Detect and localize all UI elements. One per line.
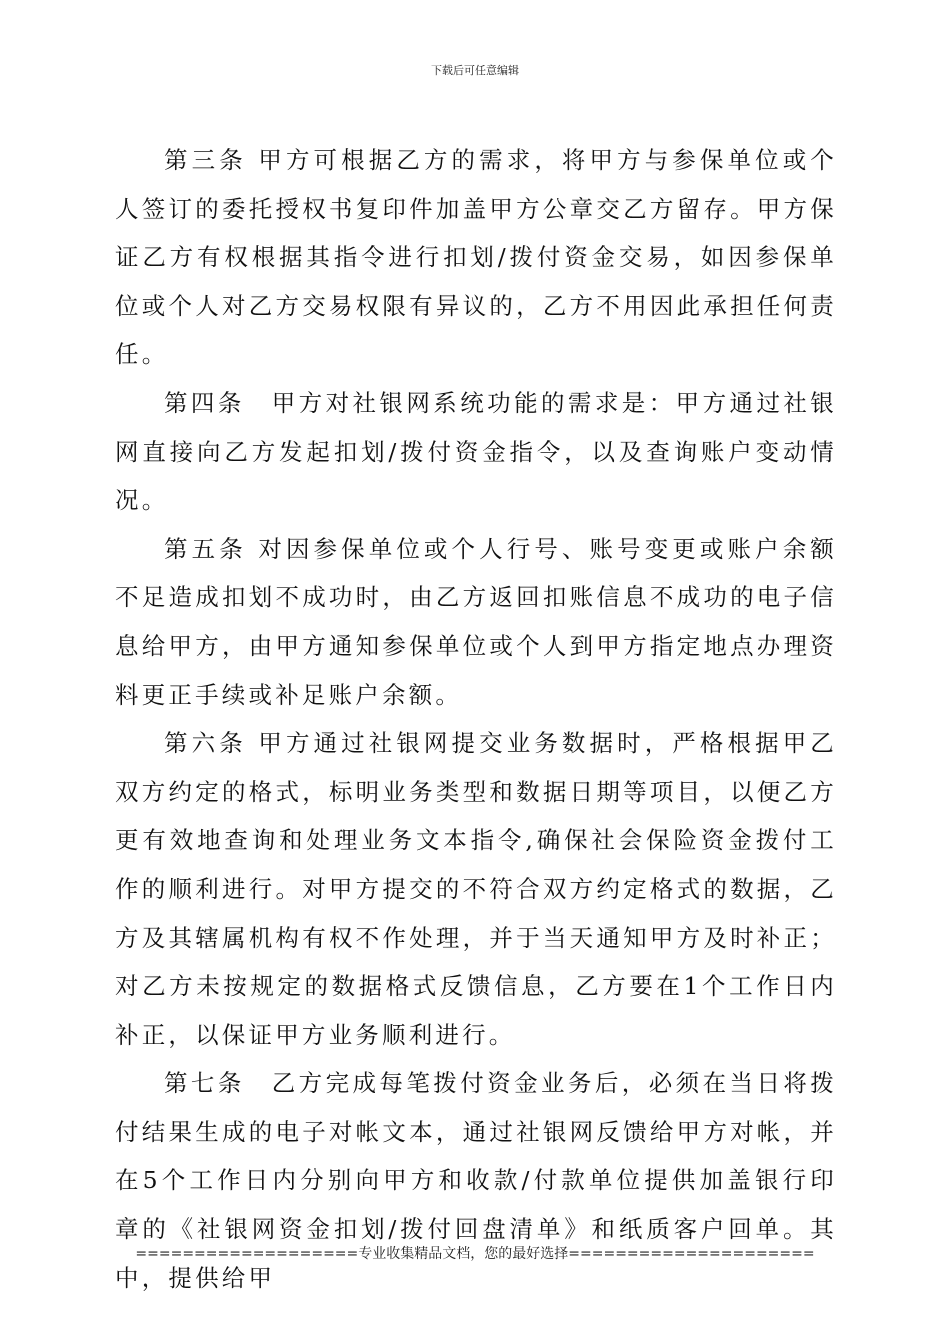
article-3-paragraph: 第三条 甲方可根据乙方的需求，将甲方与参保单位或个人签订的委托授权书复印件加盖甲方公章交乙方留存。甲方保证乙方有权根据其指令进行扣划/拨付资金交易，如因参保单位或个人对乙方交易权限有异议的，乙方不用因此承担任何责任。 — [115, 146, 837, 369]
page-header: 下载后可任意编辑 — [431, 64, 519, 77]
article-7-paragraph: 第七条 乙方完成每笔拨付资金业务后，必须在当日将拨付结果生成的电子对帐文本，通过社银网反馈给甲方对帐，并在5个工作日内分别向甲方和收款/付款单位提供加盖银行印章的《社银网资金扣划/拨付回盘清单》和纸质客户回单。其中，提供给甲 — [115, 1069, 837, 1292]
page-footer: ===================专业收集精品文档，您的最好选择===================== — [135, 1246, 815, 1262]
article-4-paragraph: 第四条 甲方对社银网系统功能的需求是：甲方通过社银网直接向乙方发起扣划/拨付资金指令，以及查询账户变动情况。 — [115, 388, 837, 515]
document-body — [115, 136, 837, 1302]
article-5-paragraph: 第五条 对因参保单位或个人行号、账号变更或账户余额不足造成扣划不成功时，由乙方返回扣账信息不成功的电子信息给甲方，由甲方通知参保单位或个人到甲方指定地点办理资料更正手续或补足账户余额。 — [115, 534, 837, 709]
article-6-paragraph: 第六条 甲方通过社银网提交业务数据时，严格根据甲乙双方约定的格式，标明业务类型和数据日期等项目，以便乙方更有效地查询和处理业务文本指令,确保社会保险资金拨付工作的顺利进行。对甲方提交的不符合双方约定格式的数据，乙方及其辖属机构有权不作处理，并于当天通知甲方及时补正；对乙方未按规定的数据格式反馈信息，乙方要在1个工作日内补正，以保证甲方业务顺利进行。 — [115, 729, 837, 1049]
